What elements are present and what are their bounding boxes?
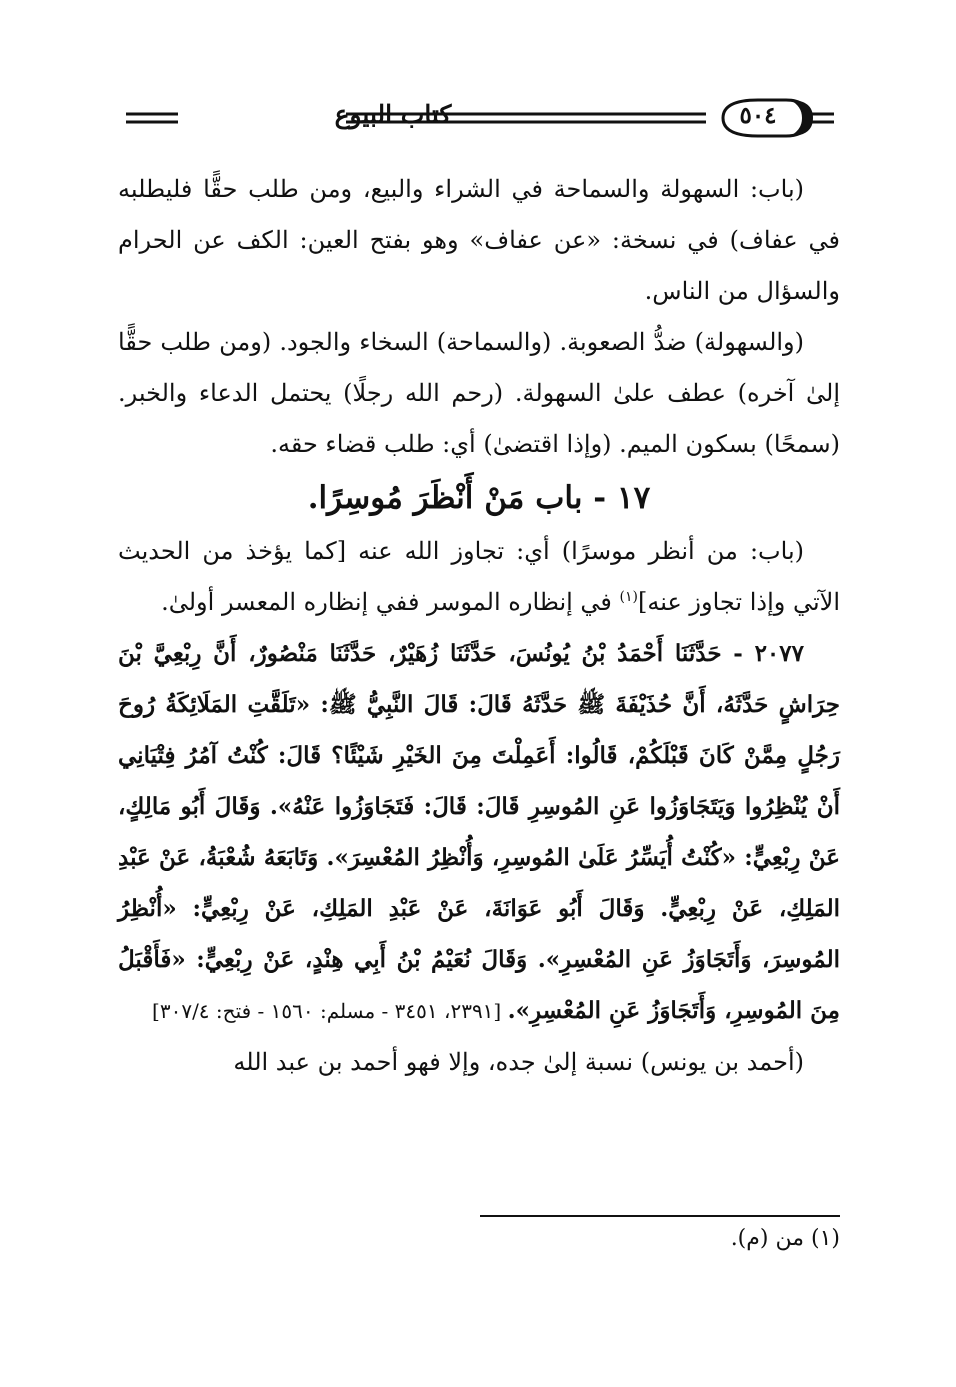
footnote: (١) من (م). (730, 1226, 840, 1251)
hadith-2077 (118, 628, 840, 1037)
book-title: كتاب البيوع (334, 100, 452, 129)
main-text (118, 164, 840, 1088)
chapter-heading: ١٧ - باب مَنْ أَنْظَرَ مُوسِرًا. (307, 480, 651, 516)
paragraph-1: (باب: السهولة والسماحة في الشراء والبيع، ومن طلب حقًّا فليطلبه في عفاف) في نسخة: «عن عفاف» وهو بفتح العين: الكف عن الحرام والسؤال من الناس. (118, 175, 840, 305)
paragraph-3 (118, 526, 840, 628)
hadith-text: ٢٠٧٧ - حَدَّثَنَا أَحْمَدُ بْنُ يُونُسَ، حَدَّثَنَا زُهَيْرٌ، حَدَّثَنَا مَنْصُورٌ، أَنَّ رِبْعِيَّ بْنَ حِرَاشٍ حَدَّثَهُ، أَنَّ حُذَيْفَةَ ﷺ حَدَّثَهُ قَالَ: قَالَ النَّبِيُّ ﷺ: «تَلَقَّتِ المَلَائِكَةُ رُوحَ رَجُلٍ مِمَّنْ كَانَ قَبْلَكُمْ، قَالُوا: أَعَمِلْتَ مِنَ الخَيْرِ شَيْئًا؟ قَالَ: كُنْتُ آمُرُ فِتْيَانِي أَنْ يُنْظِرُوا وَيَتَجَاوَزُوا عَنِ المُوسِرِ قَالَ: قَالَ: فَتَجَاوَزُوا عَنْهُ». وَقَالَ أَبُو مَالِكٍ، عَنْ رِبْعِيٍّ: «كُنْتُ أُيَسِّرُ عَلَىٰ المُوسِرِ، وَأُنْظِرُ المُعْسِرَ». وَتَابَعَهُ شُعْبَةُ، عَنْ عَبْدِ المَلِكِ، عَنْ رِبْعِيٍّ. وَقَالَ أَبُو عَوَانَةَ، عَنْ عَبْدِ المَلِكِ، عَنْ رِبْعِيٍّ: «أُنْظِرُ المُوسِرَ، وَأَتَجَاوَزُ عَنِ المُعْسِرِ». وَقَالَ نُعَيْمُ بْنُ أَبِي هِنْدٍ، عَنْ رِبْعِيٍّ: «فَأَقْبَلُ مِنَ المُوسِرِ، وَأَتَجَاوَزُ عَنِ المُعْسِرِ». (118, 640, 840, 1024)
page-number: ٥٠٤ (739, 102, 777, 129)
page-header (118, 92, 836, 148)
footnote-marker: (١) (619, 589, 638, 605)
footnote-divider (480, 1215, 840, 1217)
paragraph-2: (والسهولة) ضدُّ الصعوبة. (والسماحة) السخاء والجود. (ومن طلب حقًّا إلىٰ آخره) عطف علىٰ السهولة. (رحم الله رجلًا) يحتمل الدعاء والخبر. (سمحًا) بسكون الميم. (وإذا اقتضىٰ) أي: طلب قضاء حقه. (118, 328, 840, 458)
paragraph-3-end: في إنظاره الموسر ففي إنظاره المعسر أولىٰ. (161, 588, 620, 616)
paragraph-3-start: (باب: من أنظر موسرًا) أي: تجاوز الله عنه [كما يؤخذ من الحديث الآتي وإذا تجاوز عنه] (118, 537, 840, 616)
hadith-reference: [٢٣٩١، ٣٤٥١ - مسلم: ١٥٦٠ - فتح: ٣٠٧/٤] (152, 999, 508, 1023)
paragraph-4: (أحمد بن يونس) نسبة إلىٰ جده، وإلا فهو أحمد بن عبد الله (233, 1048, 804, 1076)
